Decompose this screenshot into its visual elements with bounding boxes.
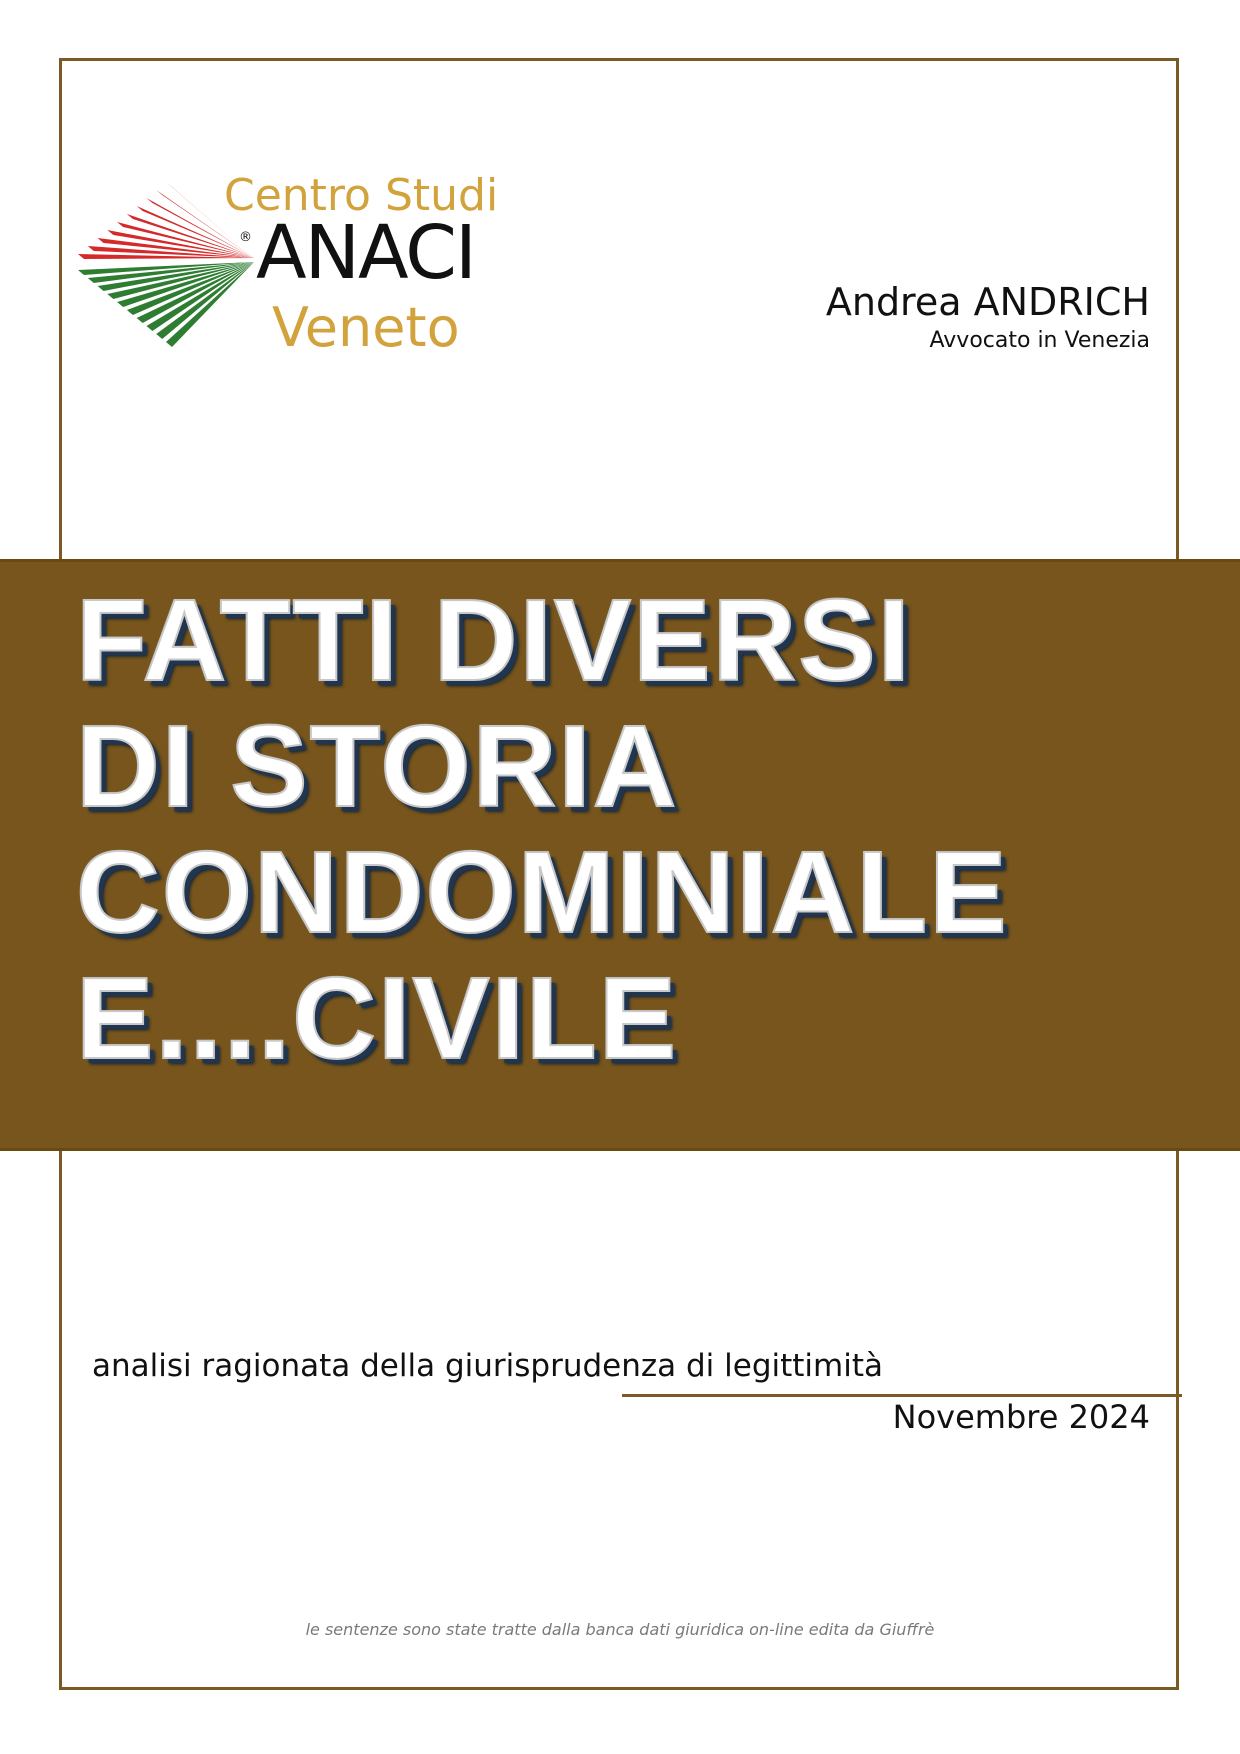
author-role: Avvocato in Venezia	[929, 327, 1150, 353]
date-rule	[622, 1394, 1182, 1397]
title-line-1: FATTI DIVERSI	[76, 575, 912, 705]
title-band	[0, 559, 1240, 1151]
logo-centro-studi: Centro Studi	[224, 170, 499, 221]
logo-registered-mark: ®	[239, 230, 252, 245]
logo-anaci: ANACI	[256, 210, 475, 296]
publication-date: Novembre 2024	[892, 1398, 1150, 1436]
author-block	[826, 282, 1150, 353]
subtitle: analisi ragionata della giurisprudenza di legittimità	[92, 1348, 883, 1384]
centro-studi-anaci-veneto-logo	[76, 170, 526, 370]
author-name: Andrea ANDRICH	[825, 280, 1150, 324]
title-line-3: CONDOMINIALE	[76, 827, 1009, 957]
logo-veneto: Veneto	[272, 296, 460, 359]
source-footnote: le sentenze sono state tratte dalla banca dati giuridica on-line edita da Giuffrè	[305, 1620, 935, 1639]
title-line-2: DI STORIA	[76, 701, 679, 831]
title-line-4: E....CIVILE	[76, 953, 679, 1083]
